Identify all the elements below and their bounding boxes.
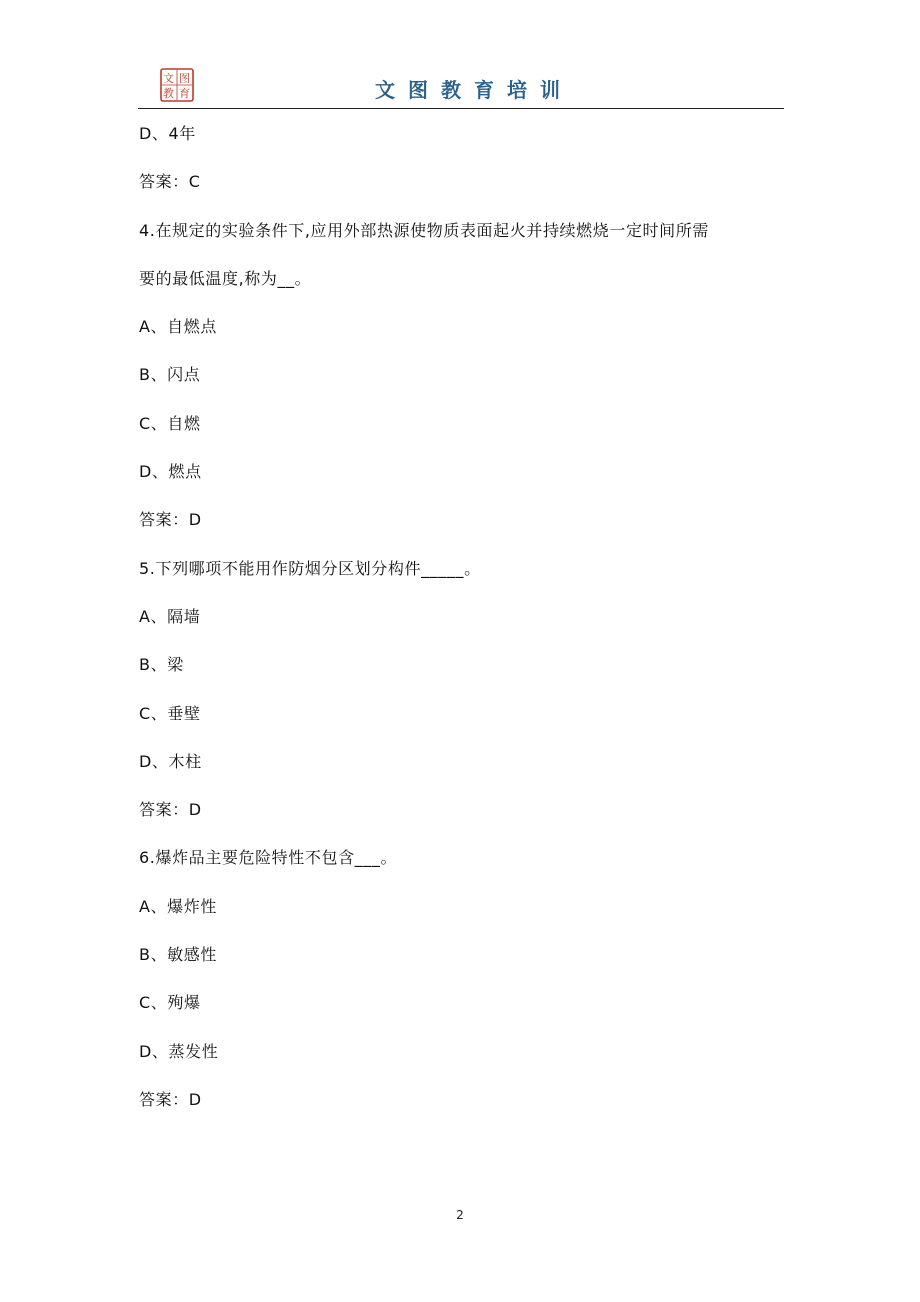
question-line: 6.爆炸品主要危险特性不包含___。 [139, 848, 398, 868]
option-line: B、梁 [139, 655, 184, 675]
question-line: 要的最低温度,称为__。 [139, 268, 312, 288]
svg-text:教: 教 [163, 87, 174, 100]
svg-text:育: 育 [179, 87, 190, 100]
option-line: A、爆炸性 [139, 896, 217, 916]
option-line: D、4年 [139, 124, 196, 143]
option-line: B、敏感性 [139, 945, 217, 965]
option-line: D、木柱 [139, 751, 202, 771]
question-line: 4.在规定的实验条件下,应用外部热源使物质表面起火并持续燃烧一定时间所需 [139, 220, 709, 240]
header-title: 文图教育培训 [375, 78, 573, 102]
option-line: D、燃点 [139, 462, 202, 482]
question-line: 5.下列哪项不能用作防烟分区划分构件_____。 [139, 558, 481, 578]
answer-line: 答案：D [139, 1089, 202, 1109]
answer-line: 答案：C [139, 172, 201, 192]
page-header [138, 66, 784, 109]
option-line: C、殉爆 [139, 993, 201, 1013]
page-number: 2 [456, 1208, 464, 1222]
svg-text:图: 图 [179, 72, 190, 85]
option-line: D、蒸发性 [139, 1041, 219, 1061]
option-line: B、闪点 [139, 365, 201, 385]
question-content [139, 118, 789, 1132]
answer-line: 答案：D [139, 800, 202, 820]
option-line: A、隔墙 [139, 606, 201, 626]
option-line: C、自燃 [139, 413, 201, 433]
svg-text:文: 文 [163, 72, 174, 85]
answer-line: 答案：D [139, 510, 202, 530]
option-line: C、垂壁 [139, 703, 201, 723]
option-line: A、自燃点 [139, 317, 217, 337]
